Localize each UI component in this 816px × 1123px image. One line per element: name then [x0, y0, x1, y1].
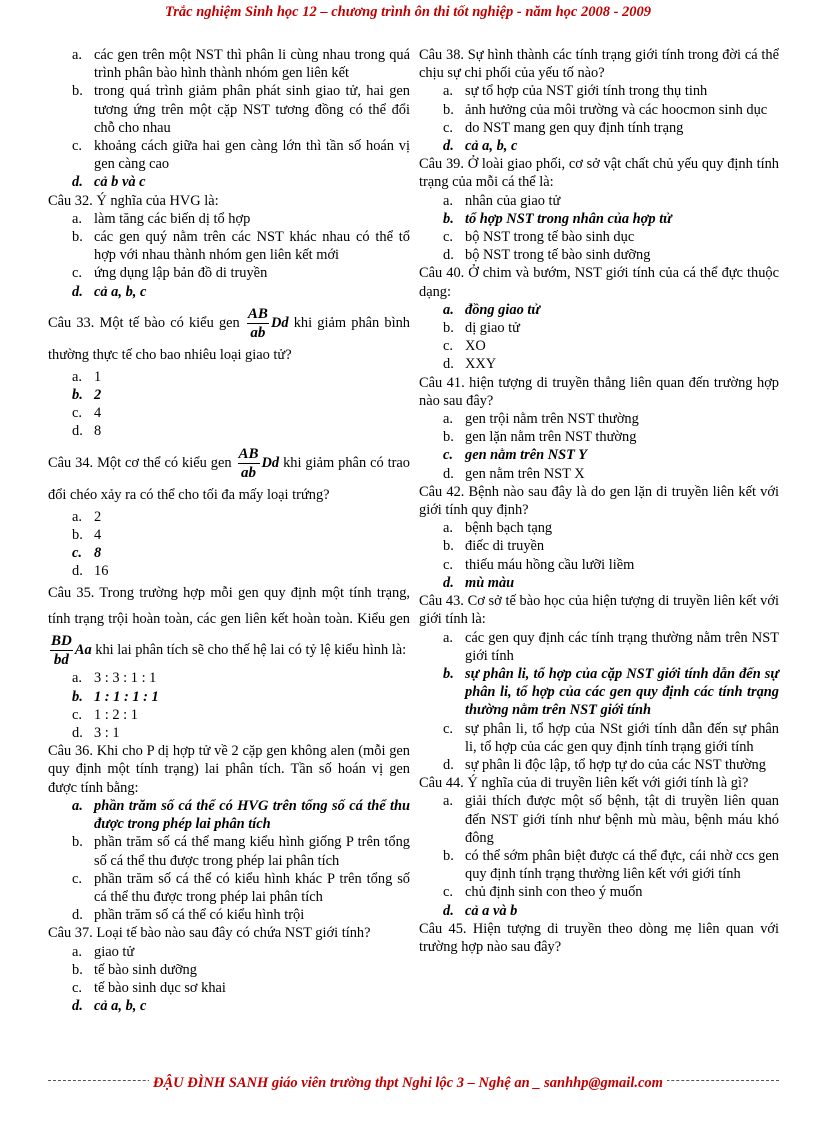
option: a. làm tăng các biến dị tổ hợp [72, 210, 251, 227]
question-45: Câu 45. Hiện tượng di truyền theo dòng mẹ liên quan với trường hợp nào sau đây? [419, 920, 779, 955]
question-41: Câu 41. hiện tượng di truyền thẳng liên quan đến trường hợp nào sau đây? [419, 374, 779, 409]
option: d. phần trăm số cá thể có kiểu hình trội [72, 907, 305, 924]
option: b. có thể sớm phân biệt được cá thể đực, cái nhờ ccs gen quy định tính trạng thường liên kết với giới tính [443, 847, 779, 883]
option: b. phần trăm số cá thể mang kiểu hình giống P trên tổng số cá thể thu được trong phép lai phân tích [72, 834, 410, 869]
option: c. 1 : 2 : 1 [72, 706, 138, 723]
option: b. trong quá trình giảm phân phát sinh giao tử, hai gen tương ứng trên một cặp NST tương đồng có thể đổi chỗ cho nhau [72, 83, 410, 136]
question-35: Câu 35. Trong trường hợp mỗi gen quy định một tính trạng, tính trạng trội hoàn toàn, các gen liên kết hoàn toàn. Kiểu gen $\frac{BD}{bd}$ Aa khi lai phân tích sẽ cho thế hệ lai có tỷ lệ kiểu hình là: [48, 585, 410, 669]
answer-option: b. 1 : 1 : 1 : 1 [72, 688, 159, 705]
question-37: Câu 37. Loại tế bào nào sau đây có chứa NST giới tính? [48, 925, 371, 942]
answer-option: d. mù màu [443, 574, 515, 591]
option: a. các gen trên một NST thì phân li cùng nhau trong quá trình phân bào hình thành nhóm gen liên kết [72, 47, 410, 82]
answer-option: a. đồng giao tử [443, 301, 540, 318]
genotype-fraction: $\frac{AB}{ab}$ [238, 445, 259, 481]
option: c. phần trăm số cá thể có kiểu hình khác P trên tổng số cá thể thu được trong phép lai phân tích [72, 870, 410, 905]
option: c. bộ NST trong tế bào sinh dục [443, 229, 635, 246]
option: d. XXY [443, 356, 497, 373]
option: d. bộ NST trong tế bào sinh dưỡng [443, 247, 651, 264]
option: b. dị giao tử [443, 320, 520, 337]
option: d. sự phân li độc lập, tổ hợp tự do của các NST thường [443, 756, 766, 773]
option: c. chủ định sinh con theo ý muốn [443, 884, 643, 901]
option: b. ảnh hưởng của môi trường và các hoocmon sinh dục [443, 101, 768, 118]
question-34: Câu 34. Một cơ thể có kiểu gen $\frac{AB}{ab}$ Dd khi giảm phân có trao đổi chéo xảy ra có thể cho tối đa mấy loại trứng? [48, 445, 410, 503]
answer-option: d. cả a, b, c [72, 283, 147, 300]
option: b. các gen quý nằm trên các NST khác nhau có thể tổ hợp với nhau thành nhóm gen liên kết mới [72, 229, 410, 264]
option: c. sự phân li, tổ hợp của NSt giới tính dẫn đến sự phân li, tổ hợp của các gen quy định tính trạng giới tính [443, 720, 779, 755]
question-43: Câu 43. Cơ sở tế bào học của hiện tượng di truyền liên kết với giới tính là: [419, 593, 779, 628]
page-header: Trắc nghiệm Sinh học 12 – chương trình ôn thi tốt nghiệp - năm học 2008 - 2009 [164, 4, 652, 20]
answer-option: d. cả a, b, c [443, 138, 518, 155]
question-32: Câu 32. Ý nghĩa của HVG là: [48, 192, 219, 209]
answer-option: b. 2 [72, 387, 102, 404]
question-40: Câu 40. Ở chim và bướm, NST giới tính của cá thể đực thuộc dạng: [419, 265, 779, 300]
option: a. sự tổ hợp của NST giới tính trong thụ tinh [443, 83, 708, 100]
q31-options [48, 46, 410, 192]
option: a. nhân của giao tử [443, 192, 561, 209]
right-column [419, 46, 779, 956]
answer-option: b. sự phân li, tổ hợp của cặp NST giới tính dẫn đến sự phân li, tổ hợp của các gen quy định các tính trạng thường nằm trên NST giới tính [443, 665, 779, 719]
answer-option: a. phần trăm số cá thể có HVG trên tổng số cá thể thu được trong phép lai phân tích [72, 797, 410, 833]
answer-option: d. cả b và c [72, 174, 146, 191]
answer-option: b. tổ hợp NST trong nhân của hợp tử [443, 210, 672, 227]
question-39: Câu 39. Ở loài giao phối, cơ sở vật chất chủ yếu quy định tính trạng của mỗi cá thể là: [419, 156, 779, 191]
option: b. điếc di truyền [443, 538, 545, 555]
question-42: Câu 42. Bệnh nào sau đây là do gen lặn di truyền liên kết với giới tính quy định? [419, 483, 779, 519]
question-44: Câu 44. Ý nghĩa của di truyền liên kết với giới tính là gì? [419, 775, 749, 792]
answer-option: c. 8 [72, 545, 102, 562]
option: c. 4 [72, 405, 102, 422]
option: a. 3 : 3 : 1 : 1 [72, 670, 157, 687]
genotype-fraction: $\frac{BD}{bd}$ [51, 633, 72, 669]
answer-option: c. gen nằm trên NST Y [443, 447, 588, 464]
option: c. do NST mang gen quy định tính trạng [443, 119, 684, 136]
option: c. XO [443, 338, 486, 355]
option: a. bệnh bạch tạng [443, 520, 553, 537]
option: a. 2 [72, 508, 102, 525]
option: b. tế bào sinh dưỡng [72, 961, 197, 978]
question-38: Câu 38. Sự hình thành các tính trạng giới tính trong đời cá thể chịu sự chi phối của yếu tố nào? [419, 47, 779, 82]
option: c. khoảng cách giữa hai gen càng lớn thì tần số hoán vị gen càng cao [72, 138, 410, 173]
option: a. giao tử [72, 943, 135, 960]
option: a. gen trội nằm trên NST thường [443, 411, 639, 428]
question-36: Câu 36. Khi cho P dị hợp tử về 2 cặp gen không alen (mỗi gen quy định một tính trạng) lai phân tích. Tần số hoán vị gen được tính bằng: [48, 743, 410, 796]
option: d. gen nằm trên NST X [443, 465, 585, 482]
option: d. 16 [72, 563, 109, 580]
left-column [48, 46, 410, 1015]
answer-option: d. cả a và b [443, 902, 518, 919]
option: d. 3 : 1 [72, 725, 120, 742]
option: a. các gen quy định các tính trạng thường nằm trên NST giới tính [443, 629, 779, 664]
option: c. tế bào sinh dục sơ khai [72, 979, 226, 996]
genotype-fraction: $\frac{AB}{ab}$ [247, 305, 268, 341]
page-footer: ĐẬU ĐÌNH SANH giáo viên trường thpt Nghi lộc 3 – Nghệ an _ sanhhp@gmail.com [0, 1075, 816, 1092]
option: b. 4 [72, 526, 102, 543]
option: a. giải thích được một số bệnh, tật di truyền liên quan đến NST giới tính như bệnh mù màu, bệnh máu khó đông [443, 793, 779, 846]
answer-option: d. cả a, b, c [72, 998, 147, 1015]
option: b. gen lặn nằm trên NST thường [443, 429, 637, 446]
option: a. 1 [72, 368, 102, 385]
option: c. thiếu máu hồng cầu lưỡi liềm [443, 556, 635, 573]
option: d. 8 [72, 423, 102, 440]
question-33: Câu 33. Một tế bào có kiểu gen $\frac{AB}{ab}$ Dd khi giảm phân bình thường thực tế cho bao nhiêu loại giao tử? [48, 305, 410, 363]
option: c. ứng dụng lập bản đồ di truyền [72, 265, 268, 282]
